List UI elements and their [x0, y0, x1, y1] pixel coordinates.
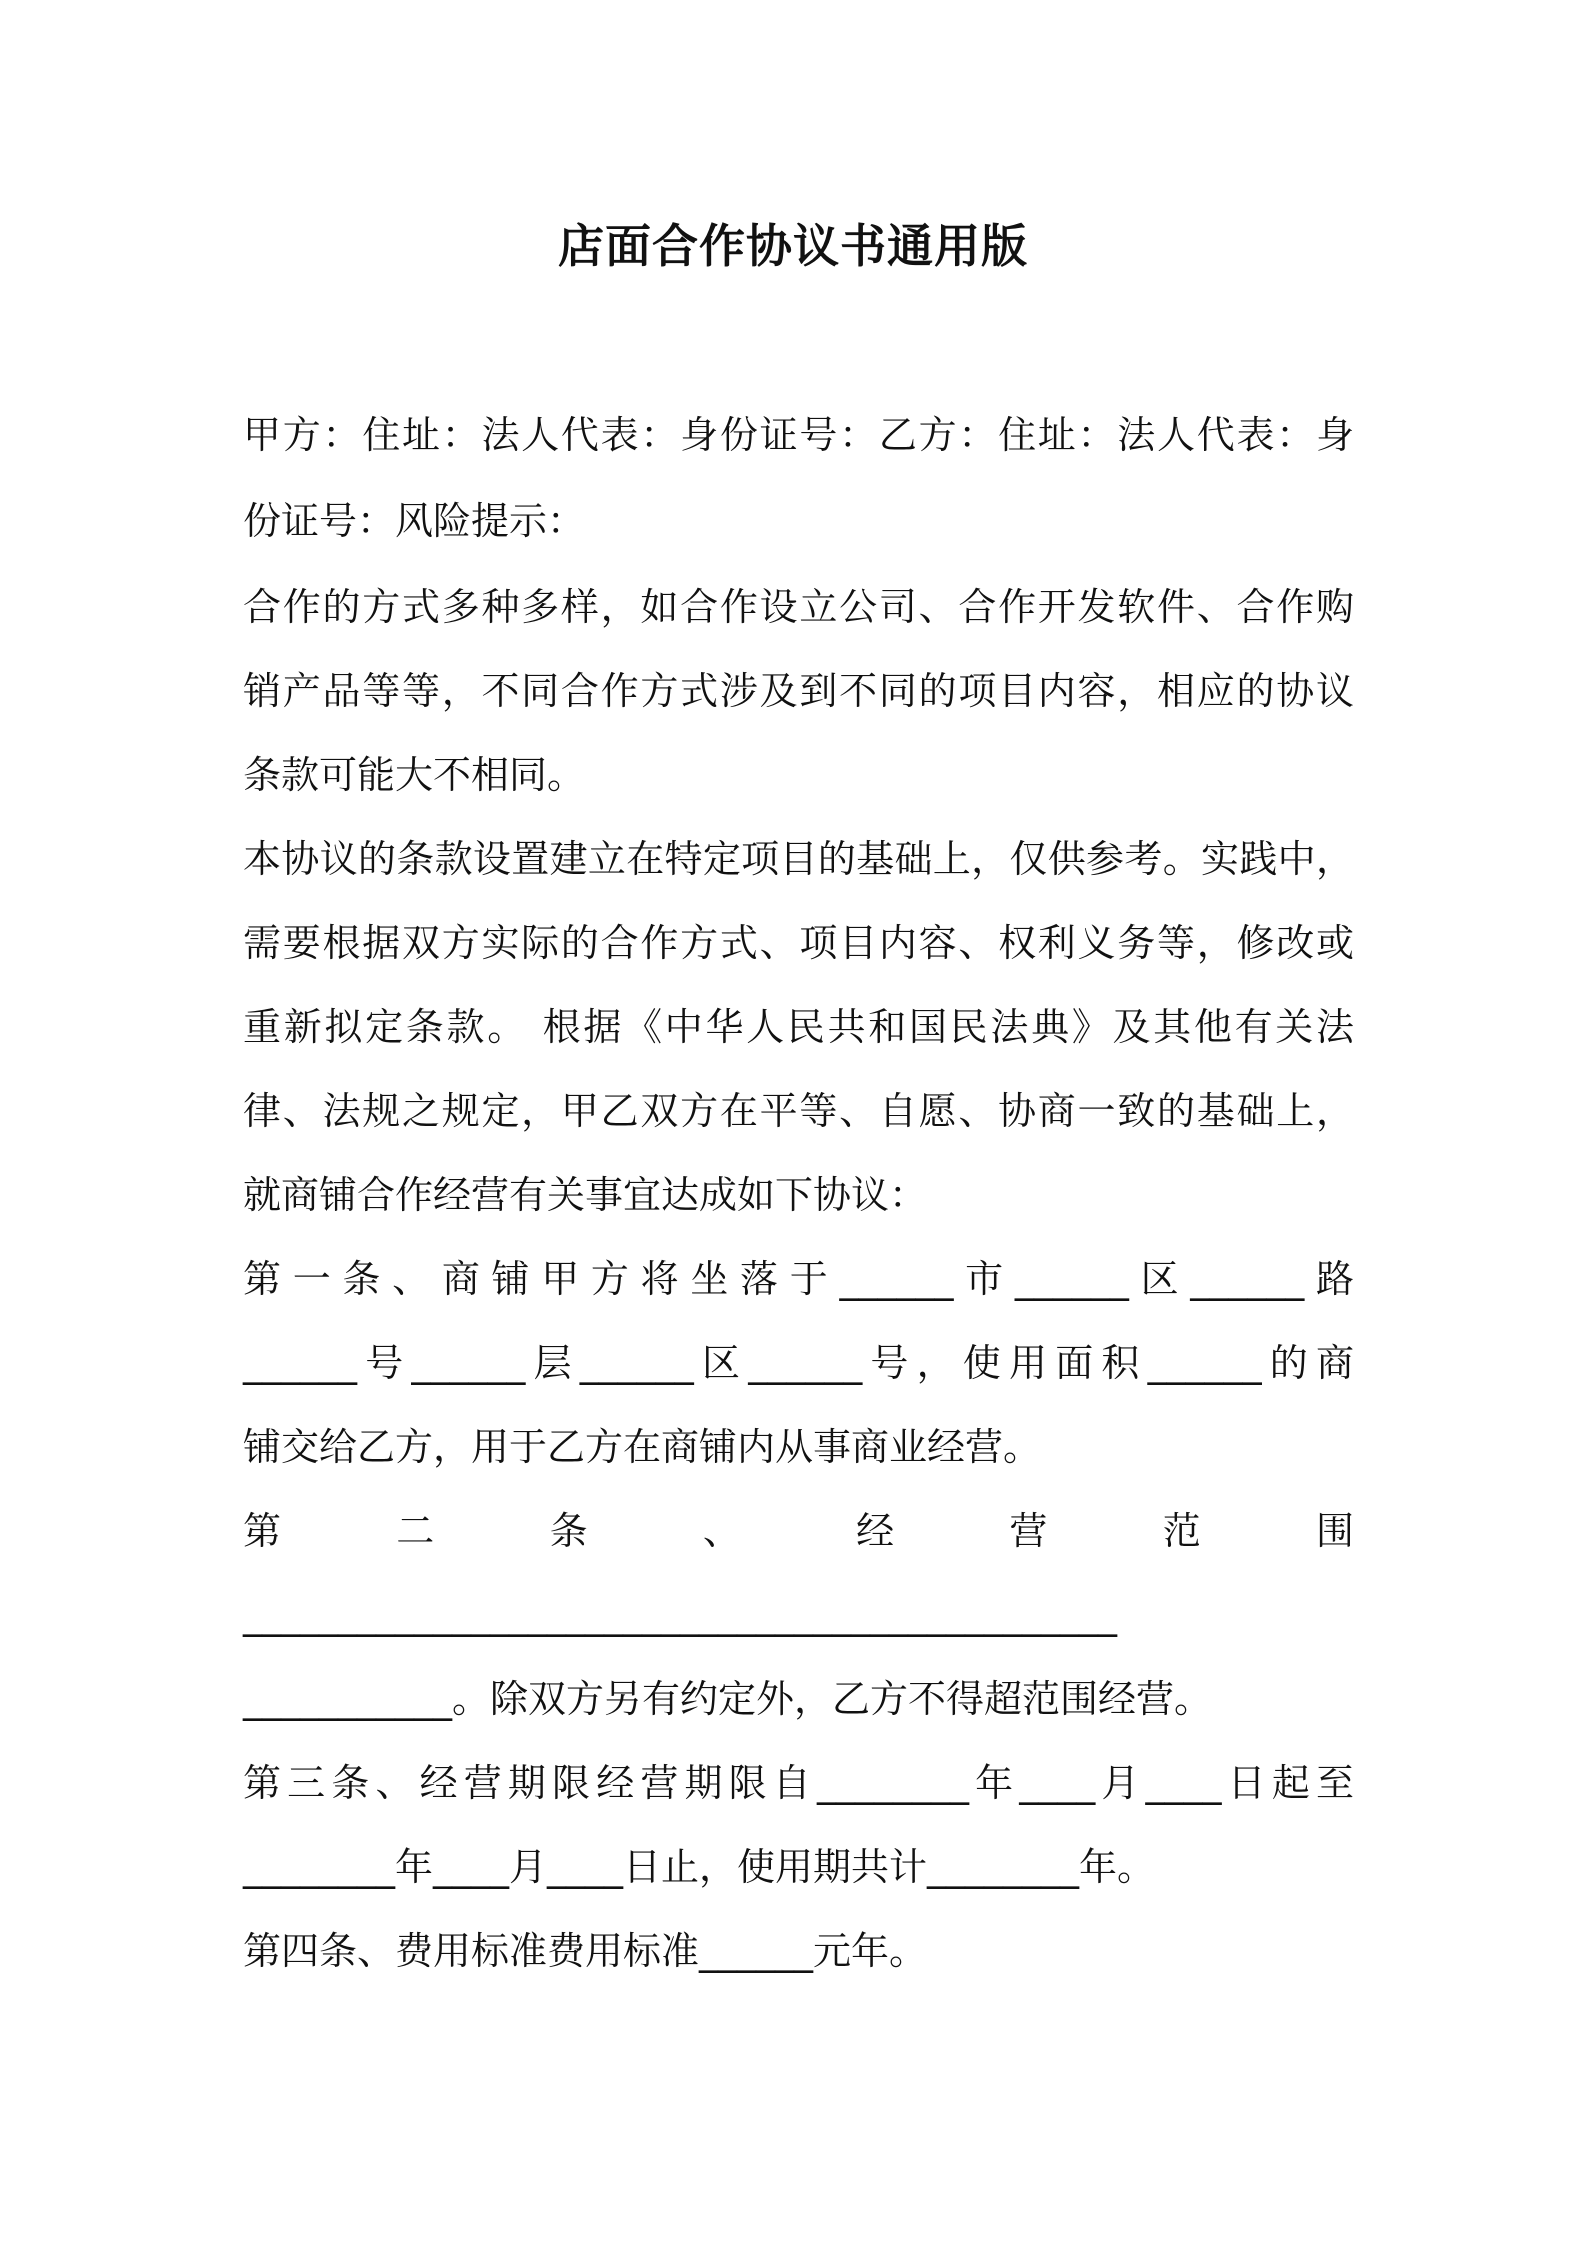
- body-line: 律、法规之规定，甲乙双方在平等、自愿、协商一致的基础上，: [243, 1089, 1354, 1133]
- article-2-heading: 第 二 条 、 经 营 范 围: [243, 1509, 1354, 1553]
- body-line: 份证号：风险提示：: [243, 499, 586, 543]
- body-line: 甲方：住址：法人代表：身份证号：乙方：住址：法人代表：身: [243, 413, 1354, 457]
- article-1-line: ______号______层______区______号，使用面积______的商: [243, 1341, 1354, 1385]
- body-line: 销产品等等，不同合作方式涉及到不同的项目内容，相应的协议: [243, 669, 1354, 713]
- body-line: 需要根据双方实际的合作方式、项目内容、权利义务等，修改或: [243, 921, 1354, 965]
- article-1-line: 第一条、商铺甲方将坐落于______市______区______路: [243, 1257, 1354, 1301]
- article-2-blank-line: ______________________________________________: [243, 1593, 1117, 1637]
- article-1-line: 铺交给乙方，用于乙方在商铺内从事商业经营。: [243, 1425, 1042, 1469]
- body-line: 重新拟定条款。 根据《中华人民共和国民法典》及其他有关法: [243, 1005, 1354, 1049]
- body-line: 就商铺合作经营有关事宜达成如下协议：: [243, 1173, 928, 1217]
- article-3-line: ________年____月____日止，使用期共计________年。: [243, 1845, 1156, 1889]
- article-2-line: ___________。除双方另有约定外，乙方不得超范围经营。: [243, 1677, 1213, 1721]
- body-line: 本协议的条款设置建立在特定项目的基础上，仅供参考。实践中，: [243, 837, 1354, 881]
- body-line: 条款可能大不相同。: [243, 753, 586, 797]
- body-line: 合作的方式多种多样，如合作设立公司、合作开发软件、合作购: [243, 585, 1354, 629]
- article-3-line: 第三条、经营期限经营期限自________年____月____日起至: [243, 1761, 1354, 1805]
- article-4-line: 第四条、费用标准费用标准______元年。: [243, 1929, 928, 1973]
- document-title: 店面合作协议书通用版: [558, 219, 1028, 273]
